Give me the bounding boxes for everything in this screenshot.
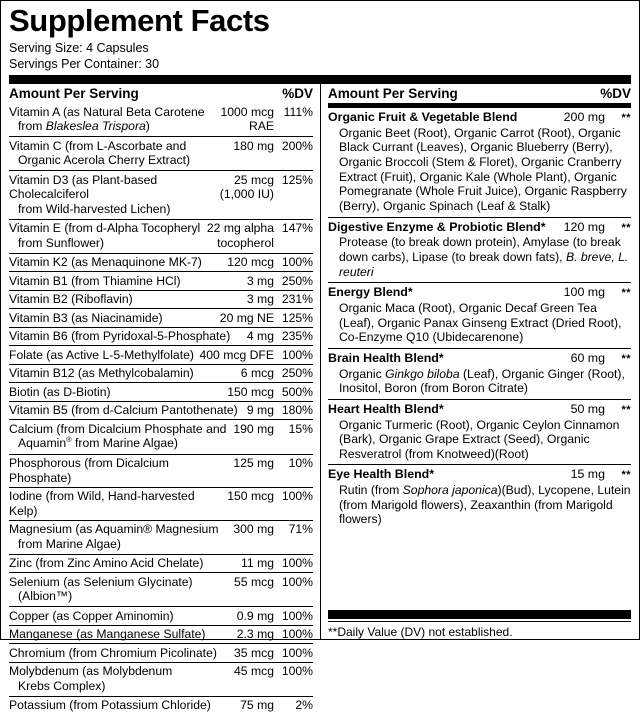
- left-dv-label: %DV: [282, 85, 313, 101]
- footnote-divider-bar: [328, 610, 631, 619]
- nutrient-row: [9, 662, 313, 696]
- blend-row: [328, 217, 631, 283]
- blend-amount: 15 mg: [570, 467, 605, 482]
- nutrient-name: Vitamin D3 (as Plant-based Cholecalciferol from Wild-harvested Lichen): [9, 173, 220, 217]
- nutrient-daily-value: 250%: [281, 273, 313, 288]
- nutrient-name: Chromium (from Chromium Picolinate): [9, 645, 217, 660]
- nutrient-row: [9, 554, 313, 573]
- blend-name: Digestive Enzyme & Probiotic Blend*: [328, 219, 546, 234]
- nutrient-daily-value: 500%: [281, 384, 313, 399]
- nutrient-row: [9, 419, 313, 453]
- blend-row: [328, 464, 631, 530]
- header-divider-bar: [9, 75, 631, 84]
- nutrient-name-line2: Krebs Complex): [18, 678, 106, 693]
- nutrient-name: Vitamin B3 (as Niacinamide): [9, 310, 163, 325]
- nutrient-daily-value: 125%: [281, 172, 313, 187]
- nutrient-amount: 0.9 mg: [236, 608, 274, 623]
- nutrient-name-line2: from Blakeslea Trispora): [18, 119, 150, 134]
- nutrient-amount: 150 mcg: [227, 489, 274, 504]
- nutrient-amount-line2: RAE: [248, 119, 274, 134]
- nutrient-row: [9, 625, 313, 644]
- blend-header: [328, 285, 631, 300]
- blend-daily-value: **: [621, 469, 631, 482]
- nutrient-name: Potassium (from Potassium Chloride): [9, 698, 211, 713]
- label-header: [1, 1, 639, 72]
- nutrient-daily-value: 100%: [281, 347, 313, 362]
- nutrient-amount: 11 mg: [241, 556, 274, 571]
- nutrient-amount: 25 mcg (1,000 IU): [219, 172, 274, 202]
- nutrient-row: [9, 643, 313, 662]
- nutrient-row: [9, 606, 313, 625]
- nutrient-row: [9, 454, 313, 487]
- nutrient-amount-line2: (1,000 IU): [219, 187, 274, 202]
- nutrient-daily-value: 15%: [288, 421, 313, 436]
- nutrient-row: [9, 364, 313, 383]
- left-nutrient-rows: [9, 103, 313, 714]
- page-title: Supplement Facts: [9, 3, 270, 38]
- blend-amount: 50 mg: [570, 401, 605, 416]
- blend-amount: 200 mg: [563, 110, 605, 125]
- nutrient-name: Vitamin B1 (from Thiamine HCl): [9, 273, 181, 288]
- blend-row: [328, 348, 631, 399]
- nutrient-name-line2: from Marine Algae): [18, 536, 121, 551]
- nutrient-name-line2: Organic Acerola Cherry Extract): [18, 153, 191, 168]
- nutrient-daily-value: 231%: [281, 292, 313, 307]
- nutrient-daily-value: 250%: [281, 366, 313, 381]
- right-amount-per-serving-header: [328, 84, 631, 104]
- nutrient-name-line2: Aquamin® from Marine Algae): [18, 435, 178, 451]
- blend-header: [328, 351, 631, 366]
- nutrient-row: [9, 572, 313, 606]
- nutrient-amount: 35 mcg: [234, 645, 274, 660]
- nutrient-name-line2: (Albion™): [18, 589, 73, 604]
- nutrient-name-line2: from Wild-harvested Lichen): [18, 201, 171, 216]
- nutrient-name: Vitamin B2 (Riboflavin): [9, 292, 133, 307]
- nutrient-row: [9, 401, 313, 420]
- blend-name: Brain Health Blend*: [328, 350, 444, 365]
- footnote-text: **Daily Value (DV) not established.: [328, 621, 631, 639]
- nutrient-daily-value: 100%: [281, 556, 313, 571]
- blend-ingredients: Rutin (from Sophora japonica)(Bud), Lycopene, Lutein (from Marigold flowers), Zeaxanthin (from Marigold flowers): [339, 483, 631, 527]
- nutrient-name-line2: from Sunflower): [18, 235, 105, 250]
- nutrient-name: Magnesium (as Aquamin® Magnesium from Marine Algae): [9, 522, 233, 551]
- label-columns: [1, 84, 639, 713]
- nutrient-daily-value: 10%: [288, 456, 313, 470]
- nutrient-name: Vitamin B6 (from Pyridoxal-5-Phosphate): [9, 329, 231, 344]
- blend-name: Energy Blend*: [328, 285, 413, 300]
- nutrient-row: [9, 103, 313, 136]
- nutrient-daily-value: 100%: [281, 664, 313, 679]
- latin-name: Blakeslea Trispora: [45, 119, 146, 134]
- nutrient-name: Iodine (from Wild, Hand-harvested Kelp): [9, 489, 195, 518]
- blend-row: [328, 282, 631, 348]
- nutrient-row: [9, 170, 313, 219]
- blend-amount: 120 mg: [563, 219, 605, 234]
- blend-ingredients: Organic Turmeric (Root), Organic Ceylon Cinnamon (Bark), Organic Grape Extract (Seed), Organic Resveratrol (from Knotweed)(Root): [339, 417, 620, 461]
- blend-daily-value: **: [621, 287, 631, 300]
- nutrient-daily-value: 100%: [281, 645, 313, 660]
- nutrient-row: [9, 136, 313, 170]
- nutrient-daily-value: 147%: [281, 221, 313, 236]
- right-aps-label: Amount Per Serving: [328, 85, 458, 101]
- latin-name: Ginkgo biloba: [385, 366, 460, 381]
- nutrient-daily-value: 200%: [281, 138, 313, 153]
- right-dv-label: %DV: [600, 85, 631, 101]
- blend-ingredients: Organic Maca (Root), Organic Decaf Green Tea (Leaf), Organic Panax Ginseng Extract (Dried Root), Co-Enzyme Q10 (Ubidecarenone): [339, 300, 622, 345]
- latin-name: Sophora japonica: [402, 483, 498, 498]
- blend-amount: 60 mg: [570, 350, 605, 365]
- nutrient-row: [9, 290, 313, 309]
- nutrient-name: Selenium (as Selenium Glycinate) (Albion™): [9, 575, 234, 604]
- blend-daily-value: **: [621, 352, 631, 365]
- nutrient-amount: 45 mcg: [234, 664, 274, 679]
- nutrient-daily-value: 100%: [281, 255, 313, 270]
- nutrient-amount-line2: tocopherol: [217, 235, 274, 250]
- nutrient-row: [9, 308, 313, 327]
- nutrient-name: Vitamin B12 (as Methylcobalamin): [9, 366, 194, 381]
- blend-ingredients: Organic Ginkgo biloba (Leaf), Organic Ginger (Root), Inositol, Boron (from Boron Citrate): [339, 366, 625, 396]
- nutrient-daily-value: 2%: [295, 698, 313, 713]
- nutrient-daily-value: 100%: [281, 489, 313, 504]
- nutrient-amount: 3 mg: [246, 273, 274, 288]
- nutrient-amount: 6 mcg: [240, 366, 274, 381]
- nutrient-daily-value: 100%: [281, 627, 313, 642]
- serving-info: [9, 40, 631, 72]
- nutrient-amount: 55 mcg: [234, 574, 274, 589]
- nutrient-daily-value: 235%: [281, 329, 313, 344]
- latin-name: B. breve, L. reuteri: [339, 249, 629, 279]
- nutrient-amount: 4 mg: [246, 329, 274, 344]
- nutrient-row: [9, 520, 313, 554]
- blend-ingredients: Organic Beet (Root), Organic Carrot (Root), Organic Black Currant (Leaves), Organic Blueberry (Berry), Organic Broccoli (Stem & Floret), Organic Cranberry Extract (Fruit), Organic Kale (Whole Plant), Organic Pomegranate (Whole Fruit Juice), Organic Raspberry (Berry), Organic Spinach (Leaf & Stalk): [339, 125, 627, 214]
- blend-daily-value: **: [621, 221, 631, 234]
- nutrient-amount: 300 mg: [233, 522, 274, 537]
- nutrient-amount: 2.3 mg: [236, 627, 274, 642]
- nutrient-amount: 180 mg: [233, 138, 274, 153]
- nutrient-row: [9, 345, 313, 364]
- blend-header: [328, 467, 631, 482]
- nutrient-daily-value: 71%: [288, 522, 313, 537]
- nutrient-name: Phosphorous (from Dicalcium Phosphate): [9, 456, 169, 485]
- nutrient-name: Vitamin E (from d-Alpha Tocopheryl from Sunflower): [9, 221, 207, 250]
- nutrient-name: Molybdenum (as Molybdenum Krebs Complex): [9, 664, 234, 693]
- serving-size: Serving Size: 4 Capsules: [9, 40, 149, 55]
- nutrient-row: [9, 271, 313, 290]
- nutrient-name: Copper (as Copper Aminomin): [9, 608, 174, 623]
- blend-daily-value: **: [621, 112, 631, 125]
- nutrient-row: [9, 487, 313, 520]
- blend-rows: [328, 108, 631, 530]
- nutrient-daily-value: 100%: [281, 608, 313, 623]
- nutrient-row: [9, 219, 313, 253]
- nutrient-name: Vitamin K2 (as Menaquinone MK-7): [9, 255, 202, 270]
- nutrient-daily-value: 180%: [281, 403, 313, 418]
- blend-row: [328, 108, 631, 217]
- blend-row: [328, 399, 631, 465]
- nutrient-amount: 20 mg NE: [219, 310, 274, 325]
- nutrient-name: Vitamin B5 (from d-Calcium Pantothenate): [9, 403, 238, 418]
- right-column-spacer: [328, 530, 631, 608]
- blend-amount: 100 mg: [563, 285, 605, 300]
- nutrient-name: Calcium (from Dicalcium Phosphate and Aquamin® from Marine Algae): [9, 422, 233, 451]
- left-column: [9, 84, 320, 713]
- nutrient-amount: 150 mcg: [227, 384, 274, 399]
- blend-name: Organic Fruit & Vegetable Blend: [328, 110, 518, 125]
- nutrient-name: Manganese (as Manganese Sulfate): [9, 627, 206, 642]
- nutrient-name: Folate (as Active L-5-Methylfolate): [9, 347, 194, 362]
- nutrient-daily-value: 100%: [281, 574, 313, 589]
- nutrient-name: Vitamin C (from L-Ascorbate and Organic Acerola Cherry Extract): [9, 139, 233, 168]
- servings-per-container: Servings Per Container: 30: [9, 56, 160, 71]
- nutrient-name: Zinc (from Zinc Amino Acid Chelate): [9, 556, 204, 571]
- nutrient-amount: 3 mg: [246, 292, 274, 307]
- blend-header: [328, 110, 631, 125]
- nutrient-amount: 9 mg: [246, 403, 274, 418]
- right-column: [320, 84, 631, 639]
- nutrient-row: [9, 382, 313, 401]
- nutrient-amount: 120 mcg: [227, 255, 274, 270]
- blend-daily-value: **: [621, 403, 631, 416]
- nutrient-amount: 22 mg alpha tocopherol: [206, 221, 274, 250]
- nutrient-amount: 125 mg: [233, 456, 274, 470]
- nutrient-row: [9, 253, 313, 272]
- nutrient-row: [9, 327, 313, 346]
- nutrient-daily-value: 111%: [283, 104, 313, 119]
- blend-ingredients: Protease (to break down protein), Amylase (to break down carbs), Lipase (to break down fats), B. breve, L. reuteri: [339, 235, 629, 279]
- blend-header: [328, 402, 631, 417]
- nutrient-daily-value: 125%: [281, 310, 313, 325]
- nutrient-amount: 400 mcg DFE: [199, 347, 274, 362]
- blend-header: [328, 220, 631, 235]
- nutrient-name: Biotin (as D-Biotin): [9, 384, 111, 399]
- nutrient-name: Vitamin A (as Natural Beta Carotene from Blakeslea Trispora): [9, 105, 220, 134]
- nutrient-amount: 75 mg: [240, 698, 274, 713]
- nutrient-amount: 190 mg: [233, 421, 274, 436]
- nutrient-row: [9, 696, 313, 714]
- left-aps-label: Amount Per Serving: [9, 85, 139, 101]
- blend-name: Eye Health Blend*: [328, 467, 435, 482]
- blend-name: Heart Health Blend*: [328, 401, 444, 416]
- nutrient-amount: 1000 mcg RAE: [220, 104, 274, 134]
- left-amount-per-serving-header: [9, 84, 313, 104]
